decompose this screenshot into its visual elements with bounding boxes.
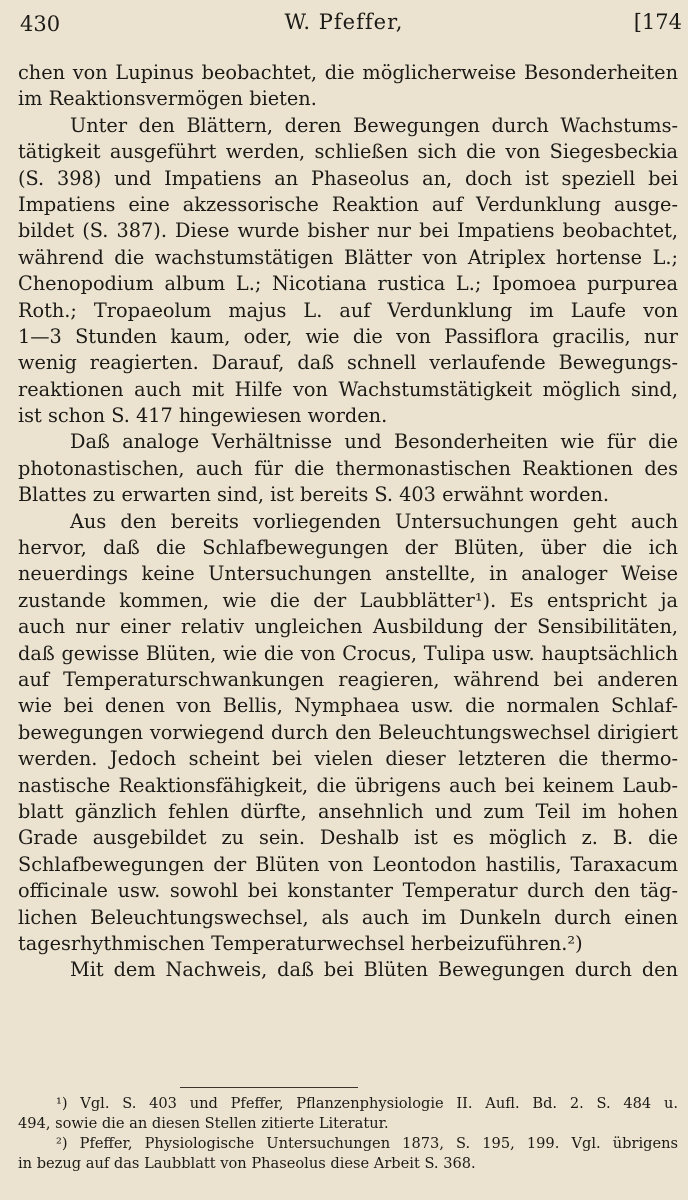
text-line: Unter den Blättern, deren Bewegungen durch Wachstums- bbox=[70, 113, 678, 137]
text-line: bewegungen vorwiegend durch den Beleuchtungswechsel dirigiert bbox=[18, 720, 678, 744]
page-number: 430 bbox=[20, 12, 61, 36]
text-line: Schlafbewegungen der Blüten von Leontodon hastilis, Taraxacum bbox=[18, 852, 678, 876]
text-line: zustande kommen, wie die der Laubblätter¹). Es entspricht ja bbox=[18, 588, 678, 612]
footnote-line: in bezug auf das Laubblatt von Phaseolus diese Arbeit S. 368. bbox=[18, 1155, 476, 1172]
text-line: werden. Jedoch scheint bei vielen dieser letzteren die thermo- bbox=[18, 747, 678, 771]
main-text bbox=[18, 60, 678, 984]
text-line: Grade ausgebildet zu sein. Deshalb ist es möglich z. B. die bbox=[18, 826, 678, 850]
text-line: auch nur einer relativ ungleichen Ausbildung der Sensibilitäten, bbox=[18, 615, 678, 639]
text-line: während die wachstumstätigen Blätter von Atriplex hortense L.; bbox=[18, 245, 678, 269]
text-line: chen von Lupinus beobachtet, die möglicherweise Besonderheiten bbox=[18, 61, 678, 84]
original-page-reference: [174 bbox=[633, 10, 682, 34]
footnote-line: ¹) Vgl. S. 403 und Pfeffer, Pflanzenphysiologie II. Aufl. Bd. 2. S. 484 u. bbox=[56, 1095, 678, 1112]
text-line: daß gewisse Blüten, wie die von Crocus, Tulipa usw. hauptsächlich bbox=[18, 641, 678, 665]
text-line: blatt gänzlich fehlen dürfte, ansehnlich und zum Teil im hohen bbox=[18, 799, 678, 823]
text-line: im Reaktionsvermögen bieten. bbox=[18, 87, 317, 111]
text-line: auf Temperaturschwankungen reagieren, während bei anderen bbox=[18, 667, 678, 691]
text-line: wie bei denen von Bellis, Nymphaea usw. die normalen Schlaf- bbox=[18, 694, 678, 718]
text-line: Mit dem Nachweis, daß bei Blüten Bewegungen durch den bbox=[70, 958, 678, 982]
text-line: photonastischen, auch für die thermonastischen Reaktionen des bbox=[18, 456, 678, 480]
text-line: Aus den bereits vorliegenden Untersuchungen geht auch bbox=[70, 509, 678, 533]
text-line: wenig reagierten. Darauf, daß schnell verlaufende Bewegungs- bbox=[18, 351, 678, 375]
text-line: hervor, daß die Schlafbewegungen der Blüten, über die ich bbox=[18, 536, 678, 560]
footnote-line: 494, sowie die an diesen Stellen zitierte Literatur. bbox=[18, 1115, 389, 1132]
text-line: lichen Beleuchtungswechsel, als auch im Dunkeln durch einen bbox=[18, 905, 678, 929]
page-header bbox=[0, 4, 688, 40]
text-line: Roth.; Tropaeolum majus L. auf Verdunklung im Laufe von bbox=[18, 298, 678, 322]
text-line: bildet (S. 387). Diese wurde bisher nur bei Impatiens beobachtet, bbox=[18, 219, 678, 243]
running-head: W. Pfeffer, bbox=[284, 10, 404, 34]
text-line: Daß analoge Verhältnisse und Besonderheiten wie für die bbox=[70, 430, 678, 454]
text-line: reaktionen auch mit Hilfe von Wachstumstätigkeit möglich sind, bbox=[18, 377, 678, 401]
text-line: ist schon S. 417 hingewiesen worden. bbox=[18, 404, 388, 428]
footnote-rule bbox=[180, 1087, 358, 1088]
text-line: nastische Reaktionsfähigkeit, die übrigens auch bei keinem Laub- bbox=[18, 773, 678, 797]
footnote-line: ²) Pfeffer, Physiologische Untersuchungen 1873, S. 195, 199. Vgl. übrigens bbox=[56, 1135, 678, 1152]
text-line: neuerdings keine Untersuchungen anstellte, in analoger Weise bbox=[18, 562, 678, 586]
text-line: Blattes zu erwarten sind, ist bereits S. 403 erwähnt worden. bbox=[18, 483, 610, 507]
text-line: officinale usw. sowohl bei konstanter Temperatur durch den täg- bbox=[18, 879, 678, 903]
text-line: 1—3 Stunden kaum, oder, wie die von Passiflora gracilis, nur bbox=[18, 324, 678, 348]
text-line: (S. 398) und Impatiens an Phaseolus an, doch ist speziell bei bbox=[18, 166, 678, 190]
text-line: Impatiens eine akzessorische Reaktion auf Verdunklung ausge- bbox=[18, 192, 678, 216]
text-line: tagesrhythmischen Temperaturwechsel herbeizuführen.²) bbox=[18, 931, 583, 955]
text-line: Chenopodium album L.; Nicotiana rustica L.; Ipomoea purpurea bbox=[18, 272, 678, 296]
footnotes bbox=[18, 1094, 678, 1174]
text-line: tätigkeit ausgeführt werden, schließen sich die von Siegesbeckia bbox=[18, 140, 678, 164]
